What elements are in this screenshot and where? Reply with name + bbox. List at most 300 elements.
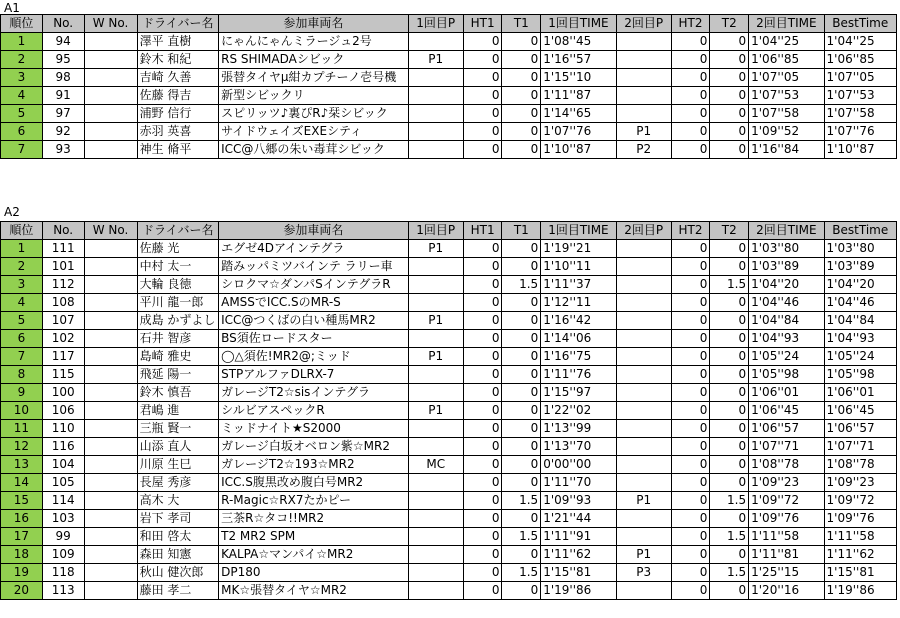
t2-cell: 0: [710, 330, 749, 348]
number-cell: 100: [42, 384, 84, 402]
rank-cell: 17: [1, 528, 43, 546]
vehicle-name-cell: RS SHIMADAシビック: [219, 51, 409, 69]
second-time-cell: 1'09''72: [749, 492, 824, 510]
table-row: [1, 546, 897, 564]
t2-cell: 0: [710, 141, 749, 159]
results-table-a1: [0, 14, 897, 159]
best-time-cell: 1'06''45: [824, 402, 896, 420]
best-time-cell: 1'06''01: [824, 384, 896, 402]
w-number-cell: [84, 240, 137, 258]
best-time-cell: 1'04''25: [824, 33, 896, 51]
t1-cell: 0: [502, 384, 541, 402]
ht1-cell: 0: [463, 33, 502, 51]
ht2-cell: 0: [671, 33, 710, 51]
driver-name-cell: 鈴木 和紀: [137, 51, 219, 69]
w-number-cell: [84, 312, 137, 330]
number-cell: 114: [42, 492, 84, 510]
ht2-cell: 0: [671, 492, 710, 510]
t1-cell: 0: [502, 402, 541, 420]
t2-cell: 1.5: [710, 528, 749, 546]
t2-cell: 0: [710, 366, 749, 384]
rank-cell: 2: [1, 258, 43, 276]
ht1-cell: 0: [463, 420, 502, 438]
ht1-cell: 0: [463, 312, 502, 330]
ht2-cell: 0: [671, 258, 710, 276]
section-label-a1: A1: [4, 1, 20, 15]
t2-cell: 0: [710, 474, 749, 492]
second-penalty-cell: P1: [616, 492, 671, 510]
second-penalty-cell: [616, 276, 671, 294]
second-penalty-cell: [616, 402, 671, 420]
ht1-cell: 0: [463, 123, 502, 141]
best-time-cell: 1'08''78: [824, 456, 896, 474]
first-time-cell: 1'13''99: [541, 420, 616, 438]
driver-name-cell: 吉崎 久善: [137, 69, 219, 87]
second-time-cell: 1'11''81: [749, 546, 824, 564]
w-number-cell: [84, 276, 137, 294]
first-time-cell: 1'10''87: [541, 141, 616, 159]
w-number-cell: [84, 294, 137, 312]
second-time-cell: 1'25''15: [749, 564, 824, 582]
second-penalty-cell: [616, 456, 671, 474]
vehicle-name-cell: MK☆張替タイヤ☆MR2: [219, 582, 409, 600]
driver-name-cell: 成島 かずよし: [137, 312, 219, 330]
number-cell: 111: [42, 240, 84, 258]
second-time-cell: 1'09''76: [749, 510, 824, 528]
column-header-ht1: HT1: [463, 15, 502, 33]
ht2-cell: 0: [671, 87, 710, 105]
ht2-cell: 0: [671, 546, 710, 564]
w-number-cell: [84, 87, 137, 105]
vehicle-name-cell: R-Magic☆RX7たかピー: [219, 492, 409, 510]
rank-cell: 5: [1, 312, 43, 330]
driver-name-cell: 和田 啓太: [137, 528, 219, 546]
table-row: [1, 69, 897, 87]
best-time-cell: 1'10''87: [824, 141, 896, 159]
first-penalty-cell: P1: [408, 312, 463, 330]
column-header-t1: T1: [502, 222, 541, 240]
driver-name-cell: 鈴木 慎吾: [137, 384, 219, 402]
second-time-cell: 1'04''84: [749, 312, 824, 330]
first-penalty-cell: [408, 384, 463, 402]
ht1-cell: 0: [463, 546, 502, 564]
second-penalty-cell: P3: [616, 564, 671, 582]
vehicle-name-cell: BS須佐ロードスター: [219, 330, 409, 348]
number-cell: 117: [42, 348, 84, 366]
second-time-cell: 1'04''46: [749, 294, 824, 312]
second-penalty-cell: [616, 330, 671, 348]
column-header-driver-name: ドライバー名: [137, 222, 219, 240]
first-penalty-cell: P1: [408, 402, 463, 420]
rank-cell: 4: [1, 294, 43, 312]
number-cell: 115: [42, 366, 84, 384]
rank-cell: 3: [1, 69, 43, 87]
second-time-cell: 1'20''16: [749, 582, 824, 600]
second-time-cell: 1'05''98: [749, 366, 824, 384]
second-time-cell: 1'03''80: [749, 240, 824, 258]
t1-cell: 0: [502, 438, 541, 456]
first-time-cell: 1'08''45: [541, 33, 616, 51]
results-table-a2: [0, 221, 897, 600]
header-row: [1, 222, 897, 240]
ht1-cell: 0: [463, 528, 502, 546]
t1-cell: 0: [502, 474, 541, 492]
second-penalty-cell: [616, 510, 671, 528]
ht2-cell: 0: [671, 330, 710, 348]
column-header-t1: T1: [502, 15, 541, 33]
t2-cell: 0: [710, 438, 749, 456]
ht1-cell: 0: [463, 474, 502, 492]
t2-cell: 0: [710, 294, 749, 312]
column-header-rank: 順位: [1, 222, 43, 240]
first-penalty-cell: [408, 582, 463, 600]
driver-name-cell: 森田 知憲: [137, 546, 219, 564]
ht1-cell: 0: [463, 141, 502, 159]
column-header-vehicle-name: 参加車両名: [219, 222, 409, 240]
vehicle-name-cell: にゃんにゃんミラージュ2号: [219, 33, 409, 51]
ht2-cell: 0: [671, 240, 710, 258]
number-cell: 110: [42, 420, 84, 438]
first-time-cell: 1'14''06: [541, 330, 616, 348]
best-time-cell: 1'07''76: [824, 123, 896, 141]
number-cell: 116: [42, 438, 84, 456]
rank-cell: 9: [1, 384, 43, 402]
t1-cell: 1.5: [502, 528, 541, 546]
rank-cell: 2: [1, 51, 43, 69]
rank-cell: 10: [1, 402, 43, 420]
rank-cell: 5: [1, 105, 43, 123]
first-penalty-cell: [408, 564, 463, 582]
t1-cell: 0: [502, 51, 541, 69]
driver-name-cell: 佐藤 光: [137, 240, 219, 258]
column-header-best-time: BestTime: [824, 222, 896, 240]
best-time-cell: 1'05''98: [824, 366, 896, 384]
t2-cell: 1.5: [710, 492, 749, 510]
rank-cell: 6: [1, 330, 43, 348]
ht2-cell: 0: [671, 474, 710, 492]
table-row: [1, 33, 897, 51]
w-number-cell: [84, 258, 137, 276]
vehicle-name-cell: ガレージT2☆sisインテグラ: [219, 384, 409, 402]
first-time-cell: 1'10''11: [541, 258, 616, 276]
first-penalty-cell: [408, 294, 463, 312]
table-row: [1, 438, 897, 456]
ht2-cell: 0: [671, 528, 710, 546]
t1-cell: 0: [502, 546, 541, 564]
table-row: [1, 492, 897, 510]
first-penalty-cell: [408, 438, 463, 456]
rank-cell: 12: [1, 438, 43, 456]
table-row: [1, 348, 897, 366]
w-number-cell: [84, 582, 137, 600]
second-time-cell: 1'08''78: [749, 456, 824, 474]
w-number-cell: [84, 528, 137, 546]
vehicle-name-cell: AMSSでICC.SのMR-S: [219, 294, 409, 312]
table-row: [1, 456, 897, 474]
t2-cell: 0: [710, 105, 749, 123]
driver-name-cell: 石井 智彦: [137, 330, 219, 348]
first-time-cell: 1'15''10: [541, 69, 616, 87]
t1-cell: 1.5: [502, 276, 541, 294]
best-time-cell: 1'03''89: [824, 258, 896, 276]
second-time-cell: 1'07''05: [749, 69, 824, 87]
t1-cell: 0: [502, 141, 541, 159]
driver-name-cell: 平川 龍一郎: [137, 294, 219, 312]
ht1-cell: 0: [463, 69, 502, 87]
w-number-cell: [84, 402, 137, 420]
best-time-cell: 1'09''76: [824, 510, 896, 528]
ht2-cell: 0: [671, 348, 710, 366]
second-time-cell: 1'09''52: [749, 123, 824, 141]
ht2-cell: 0: [671, 456, 710, 474]
ht2-cell: 0: [671, 276, 710, 294]
first-time-cell: 1'19''86: [541, 582, 616, 600]
first-time-cell: 1'11''37: [541, 276, 616, 294]
column-header-second-time: 2回目TIME: [749, 15, 824, 33]
number-cell: 93: [42, 141, 84, 159]
table-row: [1, 582, 897, 600]
column-header-driver-name: ドライバー名: [137, 15, 219, 33]
ht2-cell: 0: [671, 141, 710, 159]
first-time-cell: 1'16''75: [541, 348, 616, 366]
table-row: [1, 51, 897, 69]
t1-cell: 0: [502, 33, 541, 51]
first-time-cell: 1'11''62: [541, 546, 616, 564]
number-cell: 98: [42, 69, 84, 87]
t1-cell: 0: [502, 582, 541, 600]
ht1-cell: 0: [463, 510, 502, 528]
table-row: [1, 105, 897, 123]
second-penalty-cell: [616, 258, 671, 276]
table-row: [1, 420, 897, 438]
t1-cell: 1.5: [502, 564, 541, 582]
vehicle-name-cell: ◯△須佐!MR2@;ミッド: [219, 348, 409, 366]
first-time-cell: 1'14''65: [541, 105, 616, 123]
table-row: [1, 474, 897, 492]
driver-name-cell: 飛延 陽一: [137, 366, 219, 384]
column-header-first-time: 1回目TIME: [541, 15, 616, 33]
t1-cell: 0: [502, 330, 541, 348]
driver-name-cell: 三瓶 賢一: [137, 420, 219, 438]
table-row: [1, 240, 897, 258]
vehicle-name-cell: 三茶R☆タコ!!MR2: [219, 510, 409, 528]
best-time-cell: 1'07''71: [824, 438, 896, 456]
driver-name-cell: 岩下 孝司: [137, 510, 219, 528]
ht1-cell: 0: [463, 330, 502, 348]
t1-cell: 0: [502, 240, 541, 258]
second-penalty-cell: [616, 420, 671, 438]
t1-cell: 1.5: [502, 492, 541, 510]
second-time-cell: 1'06''01: [749, 384, 824, 402]
first-penalty-cell: [408, 510, 463, 528]
vehicle-name-cell: ガレージ白坂オベロン紫☆MR2: [219, 438, 409, 456]
number-cell: 104: [42, 456, 84, 474]
t2-cell: 0: [710, 33, 749, 51]
number-cell: 106: [42, 402, 84, 420]
column-header-second-time: 2回目TIME: [749, 222, 824, 240]
first-time-cell: 1'09''93: [541, 492, 616, 510]
table-row: [1, 384, 897, 402]
t1-cell: 0: [502, 294, 541, 312]
number-cell: 107: [42, 312, 84, 330]
t2-cell: 0: [710, 69, 749, 87]
w-number-cell: [84, 420, 137, 438]
first-time-cell: 1'07''76: [541, 123, 616, 141]
best-time-cell: 1'07''05: [824, 69, 896, 87]
ht1-cell: 0: [463, 564, 502, 582]
second-penalty-cell: [616, 582, 671, 600]
second-time-cell: 1'04''25: [749, 33, 824, 51]
ht1-cell: 0: [463, 294, 502, 312]
t1-cell: 0: [502, 123, 541, 141]
rank-cell: 7: [1, 348, 43, 366]
vehicle-name-cell: STPアルファDLRX-7: [219, 366, 409, 384]
vehicle-name-cell: 新型シビックリ: [219, 87, 409, 105]
first-penalty-cell: [408, 69, 463, 87]
ht1-cell: 0: [463, 348, 502, 366]
ht1-cell: 0: [463, 582, 502, 600]
w-number-cell: [84, 510, 137, 528]
t2-cell: 0: [710, 312, 749, 330]
first-penalty-cell: [408, 528, 463, 546]
table-row: [1, 123, 897, 141]
vehicle-name-cell: サイドウェイズEXEシティ: [219, 123, 409, 141]
number-cell: 94: [42, 33, 84, 51]
first-time-cell: 1'11''76: [541, 366, 616, 384]
header-row: [1, 15, 897, 33]
column-header-first-time: 1回目TIME: [541, 222, 616, 240]
best-time-cell: 1'06''85: [824, 51, 896, 69]
number-cell: 95: [42, 51, 84, 69]
rank-cell: 20: [1, 582, 43, 600]
w-number-cell: [84, 564, 137, 582]
rank-cell: 14: [1, 474, 43, 492]
t2-cell: 0: [710, 240, 749, 258]
driver-name-cell: 藤田 孝二: [137, 582, 219, 600]
first-time-cell: 1'15''81: [541, 564, 616, 582]
vehicle-name-cell: KALPA☆マンパイ☆MR2: [219, 546, 409, 564]
second-penalty-cell: [616, 294, 671, 312]
t1-cell: 0: [502, 510, 541, 528]
rank-cell: 7: [1, 141, 43, 159]
driver-name-cell: 高木 大: [137, 492, 219, 510]
driver-name-cell: 赤羽 英喜: [137, 123, 219, 141]
first-time-cell: 1'11''70: [541, 474, 616, 492]
first-time-cell: 1'12''11: [541, 294, 616, 312]
ht1-cell: 0: [463, 366, 502, 384]
second-time-cell: 1'11''58: [749, 528, 824, 546]
t2-cell: 0: [710, 51, 749, 69]
column-header-second-penalty: 2回目P: [616, 222, 671, 240]
rank-cell: 19: [1, 564, 43, 582]
w-number-cell: [84, 123, 137, 141]
second-penalty-cell: [616, 105, 671, 123]
t1-cell: 0: [502, 456, 541, 474]
t2-cell: 0: [710, 510, 749, 528]
table-row: [1, 276, 897, 294]
vehicle-name-cell: シルビアスペックR: [219, 402, 409, 420]
best-time-cell: 1'15''81: [824, 564, 896, 582]
ht1-cell: 0: [463, 51, 502, 69]
t1-cell: 0: [502, 258, 541, 276]
number-cell: 118: [42, 564, 84, 582]
second-time-cell: 1'06''85: [749, 51, 824, 69]
best-time-cell: 1'11''58: [824, 528, 896, 546]
vehicle-name-cell: 踏みッパミツバインテ ラリー車: [219, 258, 409, 276]
t2-cell: 0: [710, 420, 749, 438]
first-penalty-cell: [408, 123, 463, 141]
number-cell: 99: [42, 528, 84, 546]
ht1-cell: 0: [463, 438, 502, 456]
best-time-cell: 1'06''57: [824, 420, 896, 438]
vehicle-name-cell: ICC@八郷の朱い毒茸シビック: [219, 141, 409, 159]
number-cell: 102: [42, 330, 84, 348]
rank-cell: 6: [1, 123, 43, 141]
number-cell: 109: [42, 546, 84, 564]
driver-name-cell: 大輪 良徳: [137, 276, 219, 294]
first-penalty-cell: [408, 366, 463, 384]
w-number-cell: [84, 348, 137, 366]
first-time-cell: 1'13''70: [541, 438, 616, 456]
ht2-cell: 0: [671, 105, 710, 123]
second-time-cell: 1'03''89: [749, 258, 824, 276]
first-time-cell: 1'15''97: [541, 384, 616, 402]
t1-cell: 0: [502, 366, 541, 384]
number-cell: 97: [42, 105, 84, 123]
table-row: [1, 87, 897, 105]
ht2-cell: 0: [671, 69, 710, 87]
ht2-cell: 0: [671, 51, 710, 69]
first-penalty-cell: [408, 546, 463, 564]
w-number-cell: [84, 456, 137, 474]
best-time-cell: 1'07''53: [824, 87, 896, 105]
second-penalty-cell: [616, 312, 671, 330]
vehicle-name-cell: ガレージT2☆193☆MR2: [219, 456, 409, 474]
w-number-cell: [84, 384, 137, 402]
rank-cell: 18: [1, 546, 43, 564]
column-header-t2: T2: [710, 222, 749, 240]
column-header-ht2: HT2: [671, 222, 710, 240]
ht2-cell: 0: [671, 582, 710, 600]
vehicle-name-cell: ミッドナイト★S2000: [219, 420, 409, 438]
ht2-cell: 0: [671, 384, 710, 402]
second-time-cell: 1'05''24: [749, 348, 824, 366]
t2-cell: 0: [710, 258, 749, 276]
column-header-number: No.: [42, 222, 84, 240]
t1-cell: 0: [502, 420, 541, 438]
first-penalty-cell: [408, 492, 463, 510]
vehicle-name-cell: ICC.S腹黒改め腹白号MR2: [219, 474, 409, 492]
t1-cell: 0: [502, 69, 541, 87]
first-time-cell: 0'00''00: [541, 456, 616, 474]
first-penalty-cell: [408, 87, 463, 105]
first-time-cell: 1'19''21: [541, 240, 616, 258]
column-header-ht1: HT1: [463, 222, 502, 240]
vehicle-name-cell: ICC@つくばの白い種馬MR2: [219, 312, 409, 330]
ht1-cell: 0: [463, 240, 502, 258]
second-time-cell: 1'04''20: [749, 276, 824, 294]
rank-cell: 13: [1, 456, 43, 474]
vehicle-name-cell: シロクマ☆ダンパSインテグラR: [219, 276, 409, 294]
ht2-cell: 0: [671, 294, 710, 312]
number-cell: 92: [42, 123, 84, 141]
second-time-cell: 1'07''58: [749, 105, 824, 123]
first-time-cell: 1'16''42: [541, 312, 616, 330]
second-time-cell: 1'07''71: [749, 438, 824, 456]
second-time-cell: 1'06''57: [749, 420, 824, 438]
second-penalty-cell: [616, 33, 671, 51]
table-row: [1, 528, 897, 546]
